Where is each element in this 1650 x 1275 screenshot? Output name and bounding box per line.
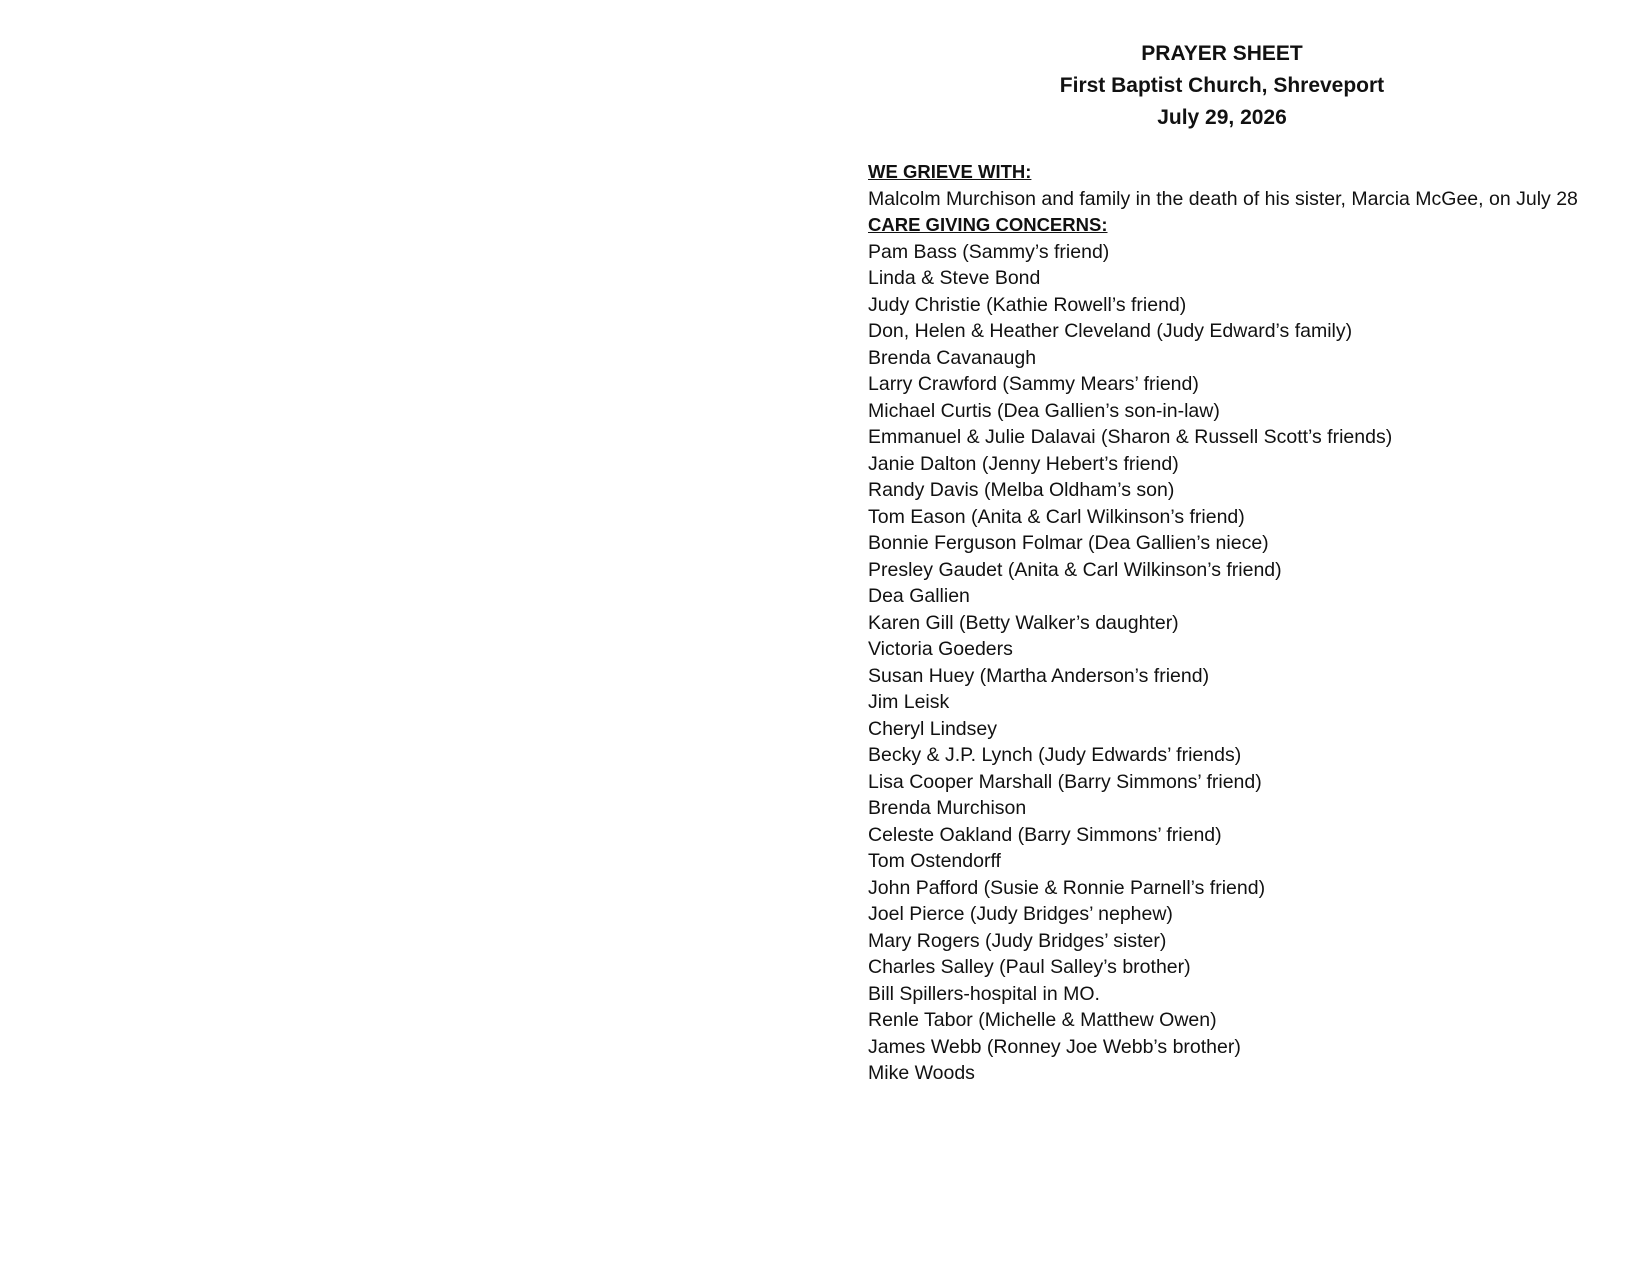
grieve-section: [868, 159, 1628, 212]
care-section: [868, 212, 1628, 1087]
care-entry: Bill Spillers-hospital in MO.: [868, 982, 1100, 1005]
prayer-sheet-panel: [868, 38, 1628, 1087]
care-entry: Judy Christie (Kathie Rowell’s friend): [868, 293, 1187, 316]
care-entry: Don, Helen & Heather Cleveland (Judy Edward’s family): [868, 320, 1353, 342]
care-entry: Renle Tabor (Michelle & Matthew Owen): [868, 1009, 1217, 1031]
grieve-heading: WE GRIEVE WITH:: [868, 161, 1032, 182]
care-list: [868, 239, 1628, 1087]
grieve-list: [868, 186, 1628, 213]
care-entry: Larry Crawford (Sammy Mears’ friend): [868, 373, 1199, 395]
care-entry: Becky & J.P. Lynch (Judy Edwards’ friends): [868, 744, 1242, 766]
care-entry: James Webb (Ronney Joe Webb’s brother): [868, 1035, 1241, 1058]
care-heading: CARE GIVING CONCERNS:: [868, 214, 1108, 235]
care-entry: John Pafford (Susie & Ronnie Parnell’s friend): [868, 876, 1266, 899]
care-entry: Emmanuel & Julie Dalavai (Sharon & Russell Scott’s friends): [868, 426, 1393, 448]
care-entry: Randy Davis (Melba Oldham’s son): [868, 479, 1175, 501]
care-entry: Janie Dalton (Jenny Hebert’s friend): [868, 452, 1179, 475]
care-entry: Jim Leisk: [868, 691, 950, 713]
care-entry: Susan Huey (Martha Anderson’s friend): [868, 664, 1210, 687]
care-entry: Bonnie Ferguson Folmar (Dea Gallien’s niece): [868, 532, 1269, 554]
care-entry: Michael Curtis (Dea Gallien’s son-in-law): [868, 399, 1220, 422]
grieve-entry: Malcolm Murchison and family in the death of his sister, Marcia McGee, on July 28: [868, 187, 1578, 210]
care-entry: Brenda Cavanaugh: [868, 346, 1037, 369]
care-entry: Dea Gallien: [868, 585, 970, 607]
care-entry: Cheryl Lindsey: [868, 717, 997, 740]
care-entry: Presley Gaudet (Anita & Carl Wilkinson’s friend): [868, 558, 1282, 581]
church-name: First Baptist Church, Shreveport: [1059, 74, 1385, 97]
care-entry: Lisa Cooper Marshall (Barry Simmons’ friend): [868, 770, 1262, 793]
care-entry: Mike Woods: [868, 1062, 975, 1084]
care-entry: Pam Bass (Sammy’s friend): [868, 240, 1110, 263]
care-entry: Tom Eason (Anita & Carl Wilkinson’s friend): [868, 505, 1245, 528]
care-entry: Karen Gill (Betty Walker’s daughter): [868, 611, 1179, 634]
care-entry: Charles Salley (Paul Salley’s brother): [868, 956, 1191, 978]
care-entry: Victoria Goeders: [868, 638, 1013, 660]
document-header: [868, 38, 1576, 134]
care-entry: Celeste Oakland (Barry Simmons’ friend): [868, 823, 1222, 846]
document-date: July 29, 2026: [1157, 106, 1287, 129]
care-entry: Joel Pierce (Judy Bridges’ nephew): [868, 903, 1173, 925]
care-entry: Tom Ostendorff: [868, 850, 1001, 872]
document-title: PRAYER SHEET: [1141, 42, 1303, 65]
care-entry: Brenda Murchison: [868, 797, 1027, 819]
care-entry: Mary Rogers (Judy Bridges’ sister): [868, 929, 1167, 952]
care-entry: Linda & Steve Bond: [868, 267, 1041, 289]
